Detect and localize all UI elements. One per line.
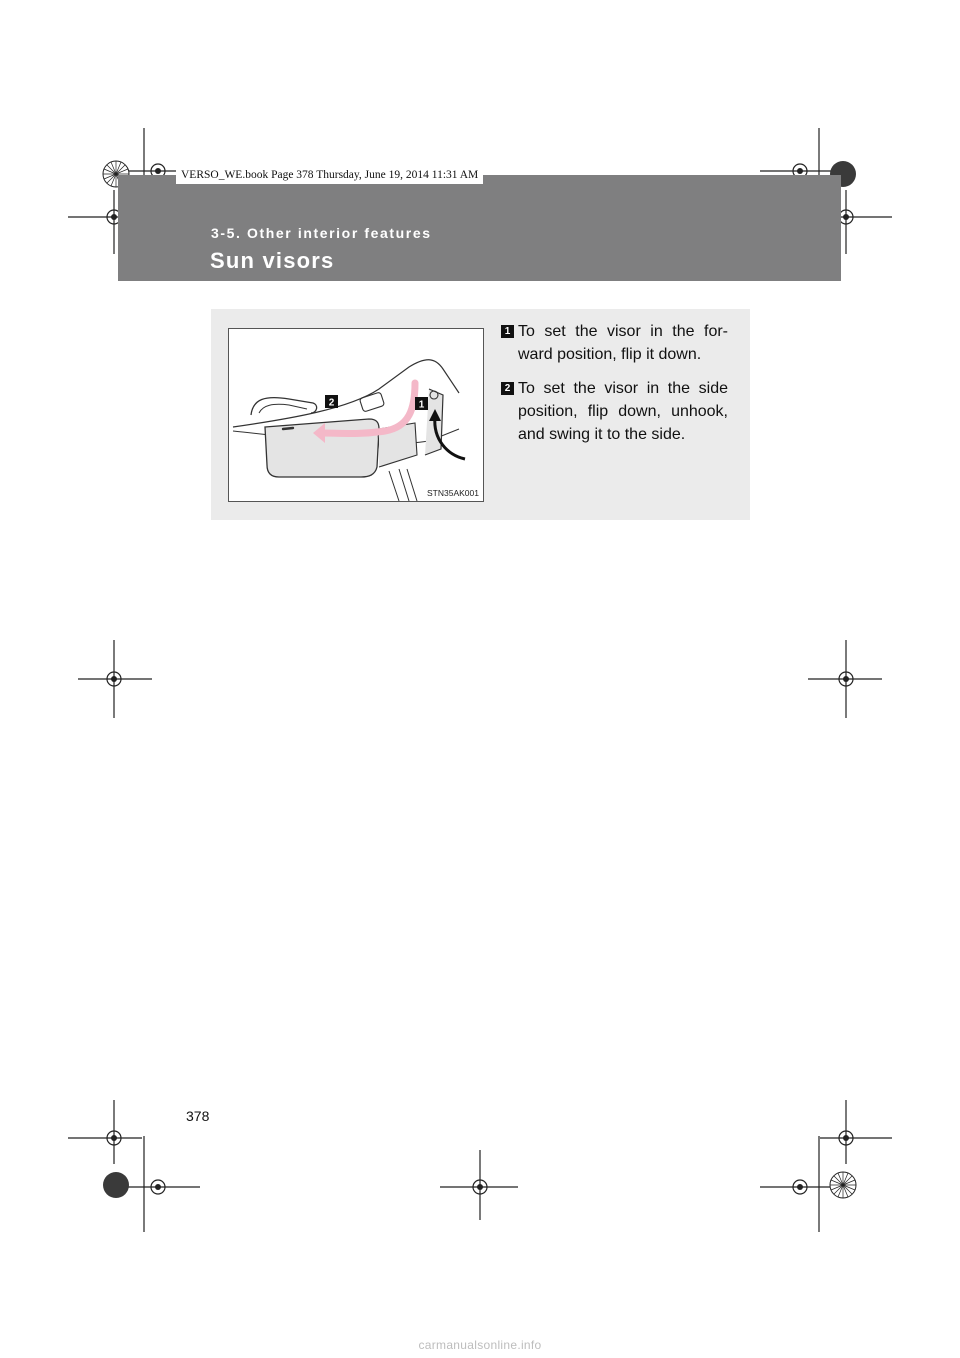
step-text: To set the visor in the for- ward position, flip it down. (518, 323, 728, 363)
step-number-badge: 2 (501, 382, 514, 395)
sun-visor-drawing (229, 329, 483, 501)
step-number-badge: 1 (501, 325, 514, 338)
rosette-bottom-right (830, 1172, 856, 1198)
illustration-code: STN35AK001 (427, 488, 479, 498)
step-text: To set the visor in the side position, flip down, unhook, and swing it to the side. (518, 380, 728, 443)
steps-list (500, 320, 728, 457)
book-info: VERSO_WE.book Page 378 Thursday, June 19, 2014 11:31 AM (176, 166, 483, 184)
step-item (500, 377, 728, 446)
page-title: Sun visors (210, 248, 335, 273)
callout-2: 2 (328, 397, 335, 409)
page-number: 378 (186, 1108, 210, 1124)
sun-visor-illustration (228, 328, 484, 502)
step-item (500, 320, 728, 366)
section-label: 3-5. Other interior features (211, 225, 432, 241)
footer-watermark: carmanualsonline.info (418, 1338, 542, 1352)
callout-1: 1 (418, 399, 425, 411)
